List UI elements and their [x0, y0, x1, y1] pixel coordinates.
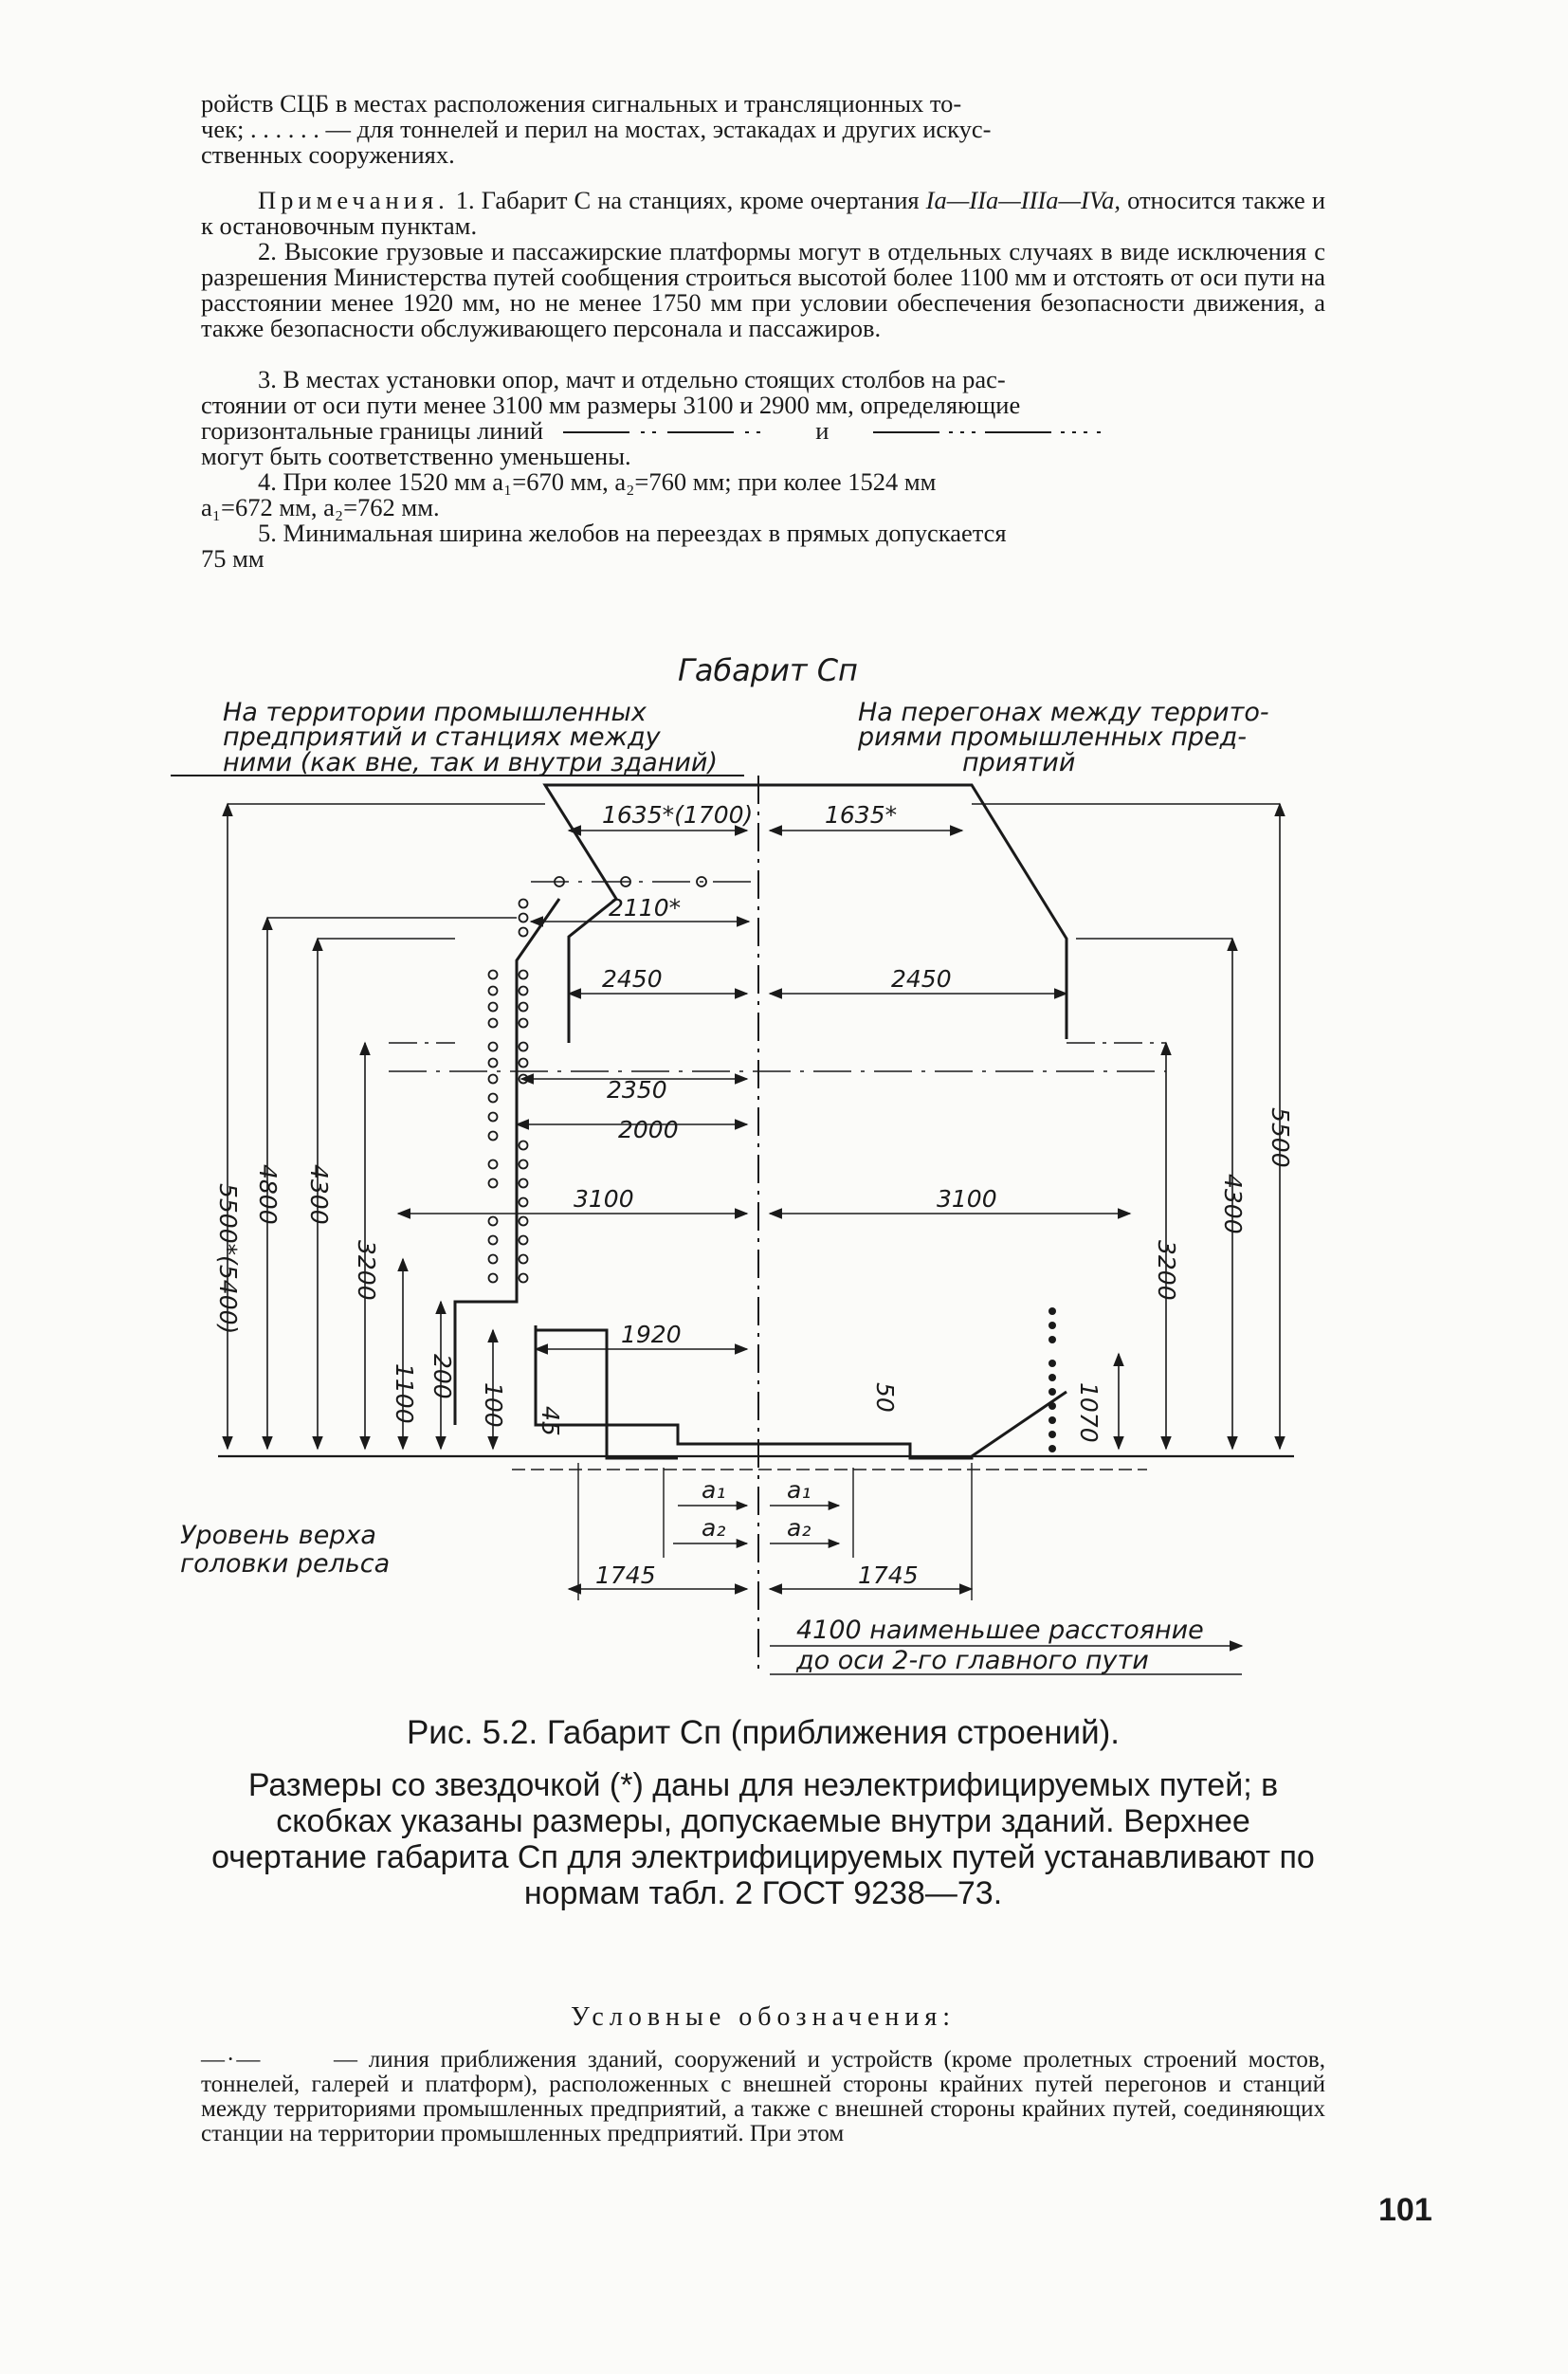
dim-2450-right: 2450 — [891, 965, 952, 993]
dim-1745-left: 1745 — [595, 1561, 656, 1589]
legend-body — [201, 2048, 1325, 2146]
dim-2350: 2350 — [607, 1076, 667, 1104]
left-header-line2: предприятий и станциях между — [223, 722, 661, 752]
notes-heading: Примечания. — [258, 186, 449, 214]
bottom-note-line2: до оси 2-го главного пути — [796, 1646, 1149, 1675]
vdim-200: 200 — [428, 1354, 456, 1399]
dim-2000: 2000 — [618, 1116, 679, 1143]
top-text-line1: ройств СЦБ в местах расположения сигнальных и трансляционных то- — [201, 89, 962, 118]
figure-caption-title: Рис. 5.2. Габарит Сп (приближения строений). — [406, 1714, 1121, 1751]
right-header-line3: приятий — [962, 748, 1076, 777]
legend-title: Условные обозначения: — [570, 2002, 957, 2032]
note-5-line1: 5. Минимальная ширина желобов на переездах в прямых допускается — [258, 519, 1007, 547]
dim-3100-left: 3100 — [574, 1185, 634, 1213]
dash-dots-line-icon — [873, 426, 1101, 439]
note-1-italic: Ia—IIa—IIIa—IVa, — [925, 186, 1121, 214]
dim-a1-left: a₁ — [702, 1476, 726, 1504]
vdim-1100: 1100 — [391, 1363, 418, 1424]
top-text-line2: чек; . . . . . . — для тоннелей и перил на мостах, эстакадах и других искус- — [201, 115, 992, 143]
diagram-title: Габарит Сп — [678, 652, 858, 688]
vdim-50: 50 — [871, 1382, 899, 1413]
vdim-5500-right: 5500 — [1267, 1107, 1294, 1168]
dim-1635-right: 1635* — [825, 801, 898, 829]
note-3-line4: могут быть соответственно уменьшены. — [201, 442, 631, 470]
clearance-diagram — [171, 633, 1346, 1695]
note-3-text: горизонтальные границы линий — [201, 416, 544, 445]
lower-outline-right — [536, 1325, 1067, 1458]
note-2: 2. Высокие грузовые и пассажирские платформы могут в отдельных случаях в виде исключения с разрешения Министерства путей сообщения строиться высотой более 1100 мм и отстоять от оси пути на расстоянии менее 1920 мм, но не менее 1750 мм при условии обеспечения безопасности движения, а также безопасности обслуживающего персонала и пассажиров. — [201, 237, 1325, 342]
note-1-text-a: 1. Габарит С на станциях, кроме очертания — [455, 186, 920, 214]
vdim-1070: 1070 — [1075, 1382, 1103, 1443]
left-inner-outline — [455, 899, 559, 1425]
vdim-3200-left: 3200 — [353, 1240, 380, 1301]
note-4-line1: 4. При колее 1520 мм a₁=670 мм, a₂=760 мм; при колее 1524 мм — [258, 467, 937, 496]
note-5-line2: 75 мм — [201, 544, 264, 573]
right-header-line2: риями промышленных пред- — [858, 722, 1247, 752]
note-3-line3 — [201, 418, 1325, 444]
vdim-100: 100 — [480, 1382, 507, 1428]
dim-2450-left: 2450 — [602, 965, 663, 993]
dim-2110: 2110* — [609, 894, 682, 922]
left-header-line3: ними (как вне, так и внутри зданий) — [223, 748, 719, 777]
dim-1920: 1920 — [621, 1321, 682, 1348]
dim-3100-right: 3100 — [937, 1185, 997, 1213]
vdim-45: 45 — [537, 1406, 564, 1436]
top-text-line3: ственных сооружениях. — [201, 140, 455, 169]
vdim-3200-right: 3200 — [1153, 1240, 1180, 1301]
note-4-line2: a₁=672 мм, a₂=762 мм. — [201, 493, 440, 521]
vdim-4300-right: 4300 — [1219, 1174, 1247, 1234]
dot-marker-chain — [1048, 1307, 1056, 1452]
note-3-line1: 3. В местах установки опор, мачт и отдельно стоящих столбов на рас- — [258, 365, 1006, 393]
note-3-and: и — [815, 416, 830, 445]
rail-level-label-line2: головки рельса — [180, 1549, 391, 1579]
dash-dot-line-icon — [563, 426, 772, 439]
note-3-line2: стоянии от оси пути менее 3100 мм размеры 3100 и 2900 мм, определяющие — [201, 391, 1021, 419]
dim-a2-right: a₂ — [787, 1514, 811, 1542]
dim-1635-left: 1635*(1700) — [602, 801, 754, 829]
page-number: 101 — [1378, 2192, 1432, 2228]
note-1-text-c: относится также и к остановочным пунктам. — [201, 186, 1326, 240]
dim-a1-right: a₁ — [787, 1476, 811, 1504]
legend-symbol: —·— — [201, 2047, 263, 2073]
dim-1745-right: 1745 — [858, 1561, 919, 1589]
vdim-5500-left: 5500*(5400) — [214, 1183, 242, 1335]
right-header-line1: На перегонах между террито- — [858, 698, 1269, 727]
dim-a2-left: a₂ — [702, 1514, 726, 1542]
note-1 — [201, 188, 1325, 239]
legend-text: — линия приближения зданий, сооружений и устройств (кроме пролетных строений мостов, тоннелей, галерей и платформ), расположенных с внешней стороны крайних путей перегонов и станций между территориями промышленных предприятий, а также с внешней стороны крайних путей, соединяющих станции на территории промышленных предприятий. При этом — [201, 2047, 1325, 2146]
vdim-4300-left: 4300 — [305, 1164, 333, 1225]
figure-caption-body: Размеры со звездочкой (*) даны для неэлектрифицируемых путей; в скобках указаны размеры, допускаемые внутри зданий. Верхнее очертание габарита Сп для электрифицируемых путей устанавливают по нормам табл. 2 ГОСТ 9238—73. — [211, 1767, 1315, 1911]
bottom-note-line1: 4100 наименьшее расстояние — [796, 1616, 1204, 1645]
rail-level-label-line1: Уровень верха — [180, 1521, 376, 1550]
left-header-line1: На территории промышленных — [223, 698, 647, 727]
vdim-4800: 4800 — [254, 1164, 282, 1225]
